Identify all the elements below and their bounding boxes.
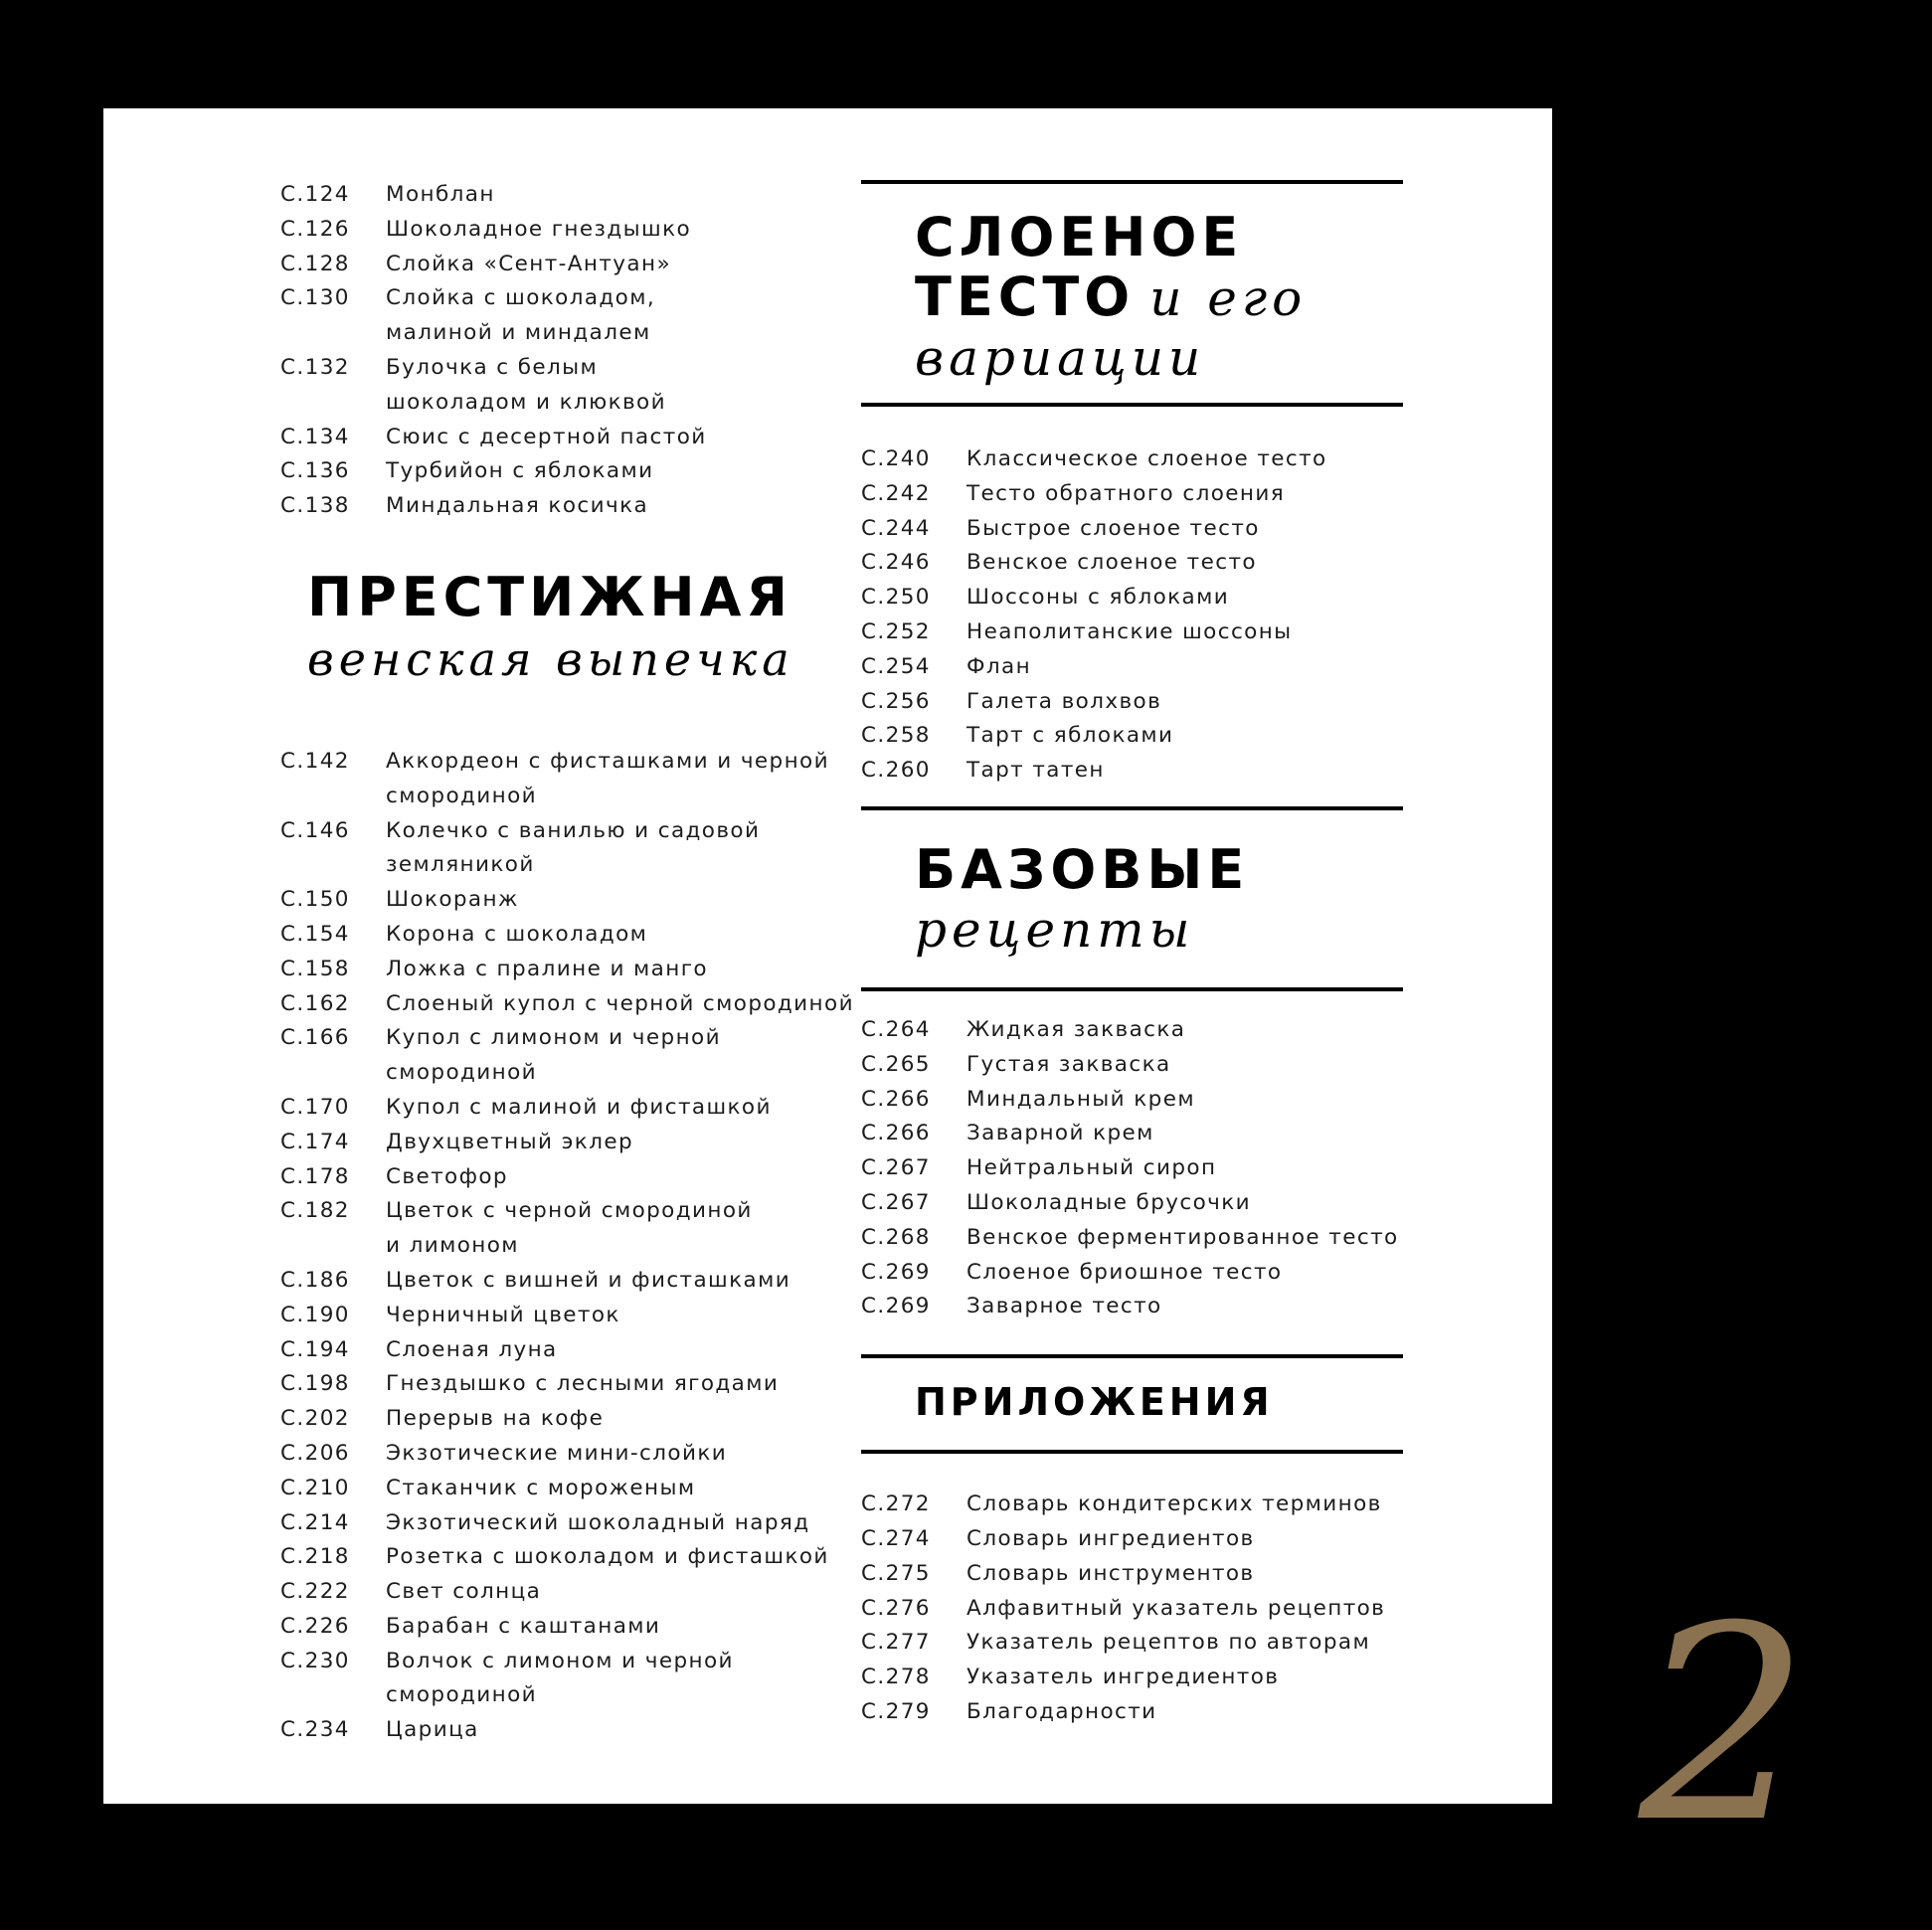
toc-entry-title xyxy=(966,442,1403,477)
toc-page-number: С.124 xyxy=(280,182,350,207)
toc-entry-title-line: Благодарности xyxy=(966,1698,1157,1724)
divider-rule xyxy=(861,403,1403,407)
toc-entry xyxy=(861,1695,1403,1730)
toc-entry xyxy=(280,987,877,1022)
toc-entry-title xyxy=(386,1540,877,1575)
toc-entry xyxy=(861,685,1403,720)
toc-entry-title-line: Купол с малиной и фисташкой xyxy=(386,1094,772,1120)
toc-page-number: С.166 xyxy=(280,1025,350,1051)
toc-page-number: С.128 xyxy=(280,251,350,276)
toc-page-number: С.202 xyxy=(280,1406,350,1432)
toc-entry-title xyxy=(386,1645,877,1714)
toc-entry-title-line: Барабан с каштанами xyxy=(386,1613,661,1639)
toc-entry xyxy=(280,953,877,987)
toc-entry-title-line: Жидкая закваска xyxy=(966,1016,1186,1042)
toc-page-number: С.222 xyxy=(280,1579,350,1605)
toc-entry-title xyxy=(386,1091,877,1126)
toc-entry xyxy=(861,1186,1403,1221)
toc-entry-title xyxy=(386,987,877,1022)
toc-entry-title xyxy=(966,1221,1403,1256)
toc-entry-title xyxy=(966,512,1403,547)
toc-page-number: С.264 xyxy=(861,1016,931,1042)
section-heading-appendix xyxy=(861,1358,1403,1450)
toc-entry-title xyxy=(966,1592,1403,1627)
toc-page-number: С.170 xyxy=(280,1094,350,1120)
toc-page-number: С.265 xyxy=(861,1051,931,1077)
toc-entry-title-line: Шоколадные брусочки xyxy=(966,1189,1252,1215)
toc-page-number: С.275 xyxy=(861,1560,931,1586)
toc-entry xyxy=(280,1299,877,1333)
toc-entry xyxy=(280,1126,877,1160)
section-title-bold: БАЗОВЫЕ xyxy=(915,837,1250,901)
toc-entry-title xyxy=(386,1610,877,1645)
divider-rule xyxy=(861,987,1403,991)
section-title-bold: ПРЕСТИЖНАЯ xyxy=(307,565,792,628)
toc-entry xyxy=(861,1117,1403,1151)
toc-list xyxy=(861,1013,1403,1324)
toc-entry-title-line: Свет солнца xyxy=(386,1579,542,1605)
toc-entry-title-line: Слойка «Сент-Антуан» xyxy=(386,251,672,276)
toc-entry-title xyxy=(966,1290,1403,1324)
divider-rule xyxy=(861,1450,1403,1454)
toc-entry-title-line: Купол с лимоном и черной xyxy=(386,1025,721,1051)
toc-page-number: С.246 xyxy=(861,550,931,576)
toc-entry-title-line: смородиной xyxy=(386,1682,538,1708)
toc-entry-title xyxy=(966,546,1403,581)
toc-entry-title xyxy=(386,454,877,489)
toc-entry xyxy=(861,1151,1403,1186)
toc-entry-title-line: смородиной xyxy=(386,1060,538,1086)
toc-entry xyxy=(280,1645,877,1714)
section-title-bold: СЛОЕНОЕ xyxy=(915,206,1244,268)
toc-entry-title-line: Шоссоны с яблоками xyxy=(966,585,1230,611)
toc-entry-title-line: Миндальный крем xyxy=(966,1086,1195,1112)
toc-entry xyxy=(280,178,877,213)
toc-entry xyxy=(280,248,877,282)
toc-entry-title xyxy=(386,421,877,455)
toc-entry-title-line: Алфавитный указатель рецептов xyxy=(966,1595,1386,1621)
section-title-italic: венская выпечка xyxy=(307,631,794,686)
toc-entry xyxy=(280,1402,877,1437)
toc-entry-title-line: Экзотические мини-слойки xyxy=(386,1440,728,1466)
toc-entry xyxy=(861,1290,1403,1324)
toc-entry xyxy=(861,615,1403,650)
toc-page-number: С.276 xyxy=(861,1595,931,1621)
toc-entry-title xyxy=(386,918,877,953)
toc-entry-title xyxy=(966,1522,1403,1557)
toc-entry-title-line: Тарт татен xyxy=(966,758,1105,784)
toc-entry-title xyxy=(386,1126,877,1160)
toc-page-number: С.258 xyxy=(861,723,931,749)
toc-entry-title xyxy=(386,178,877,213)
toc-page-number: С.254 xyxy=(861,653,931,679)
toc-entry xyxy=(861,1661,1403,1695)
toc-entry-title-line: Классическое слоеное тесто xyxy=(966,446,1327,471)
toc-entry-title-line: Черничный цветок xyxy=(386,1302,620,1327)
toc-entry-title-line: Указатель ингредиентов xyxy=(966,1665,1280,1690)
toc-entry-title xyxy=(386,1299,877,1333)
toc-entry-title-line: Цветок с вишней и фисташками xyxy=(386,1267,791,1293)
toc-entry xyxy=(861,512,1403,547)
toc-entry-title xyxy=(966,1661,1403,1695)
toc-entry-title-line: Тесто обратного слоения xyxy=(966,480,1286,506)
toc-page-number: С.234 xyxy=(280,1717,350,1743)
toc-page-number: С.158 xyxy=(280,956,350,981)
toc-entry xyxy=(861,1557,1403,1592)
toc-entry xyxy=(280,745,877,814)
toc-page-number: С.132 xyxy=(280,354,350,380)
toc-entry xyxy=(280,1575,877,1610)
toc-page-number: С.260 xyxy=(861,758,931,784)
toc-entry-title xyxy=(386,1194,877,1264)
toc-entry xyxy=(280,213,877,248)
toc-page-number: С.226 xyxy=(280,1613,350,1639)
toc-entry xyxy=(280,1610,877,1645)
toc-entry-title xyxy=(966,1117,1403,1151)
toc-entry-title xyxy=(966,1626,1403,1661)
toc-page-number: С.136 xyxy=(280,458,350,484)
section-heading-base-recipes xyxy=(861,810,1403,987)
toc-entry-title xyxy=(966,719,1403,754)
toc-entry xyxy=(280,1367,877,1402)
toc-entry-title-line: Цветок с черной смородиной xyxy=(386,1198,753,1224)
section-title-line xyxy=(915,267,1403,328)
toc-entry xyxy=(280,1437,877,1472)
toc-entry-title xyxy=(966,1048,1403,1083)
toc-entry xyxy=(861,546,1403,581)
toc-page-number: С.126 xyxy=(280,216,350,242)
toc-entry-title xyxy=(386,1713,877,1748)
toc-entry xyxy=(280,489,877,524)
toc-entry xyxy=(861,754,1403,789)
toc-entry-title xyxy=(386,1333,877,1368)
toc-page-number: С.194 xyxy=(280,1336,350,1362)
section-title-bold: ТЕСТО xyxy=(915,265,1136,328)
toc-entry xyxy=(861,1488,1403,1522)
toc-entry-title-line: Булочка с белым xyxy=(386,354,599,380)
toc-entry-title xyxy=(386,281,877,351)
toc-list xyxy=(280,745,877,1748)
toc-entry-title-line: Стаканчик с мороженым xyxy=(386,1475,696,1500)
left-column xyxy=(280,178,877,1748)
toc-page-number: С.242 xyxy=(861,480,931,506)
toc-page-number: С.182 xyxy=(280,1198,350,1224)
toc-entry-title-line: Сюис с десертной пастой xyxy=(386,424,707,449)
toc-entry-title-line: Светофор xyxy=(386,1163,508,1189)
toc-entry-title-line: и лимоном xyxy=(386,1233,519,1259)
toc-entry-title-line: Волчок с лимоном и черной xyxy=(386,1648,734,1673)
toc-entry-title-line: Шоколадное гнездышко xyxy=(386,216,692,242)
toc-page-number: С.190 xyxy=(280,1302,350,1327)
toc-entry-title-line: Словарь кондитерских терминов xyxy=(966,1491,1382,1517)
toc-entry-title-line: Заварное тесто xyxy=(966,1294,1162,1319)
toc-page-number: С.178 xyxy=(280,1163,350,1189)
section-heading-prestige xyxy=(280,565,877,689)
toc-page-number: С.252 xyxy=(861,618,931,644)
right-column xyxy=(861,180,1403,1730)
toc-entry-title xyxy=(966,1557,1403,1592)
toc-page-number: С.267 xyxy=(861,1189,931,1215)
toc-entry xyxy=(280,1264,877,1299)
toc-entry-title-line: Шокоранж xyxy=(386,887,519,913)
toc-page-number: С.154 xyxy=(280,921,350,947)
toc-entry xyxy=(861,1592,1403,1627)
toc-page-number: С.142 xyxy=(280,748,350,774)
toc-entry-title-line: Заварной крем xyxy=(966,1121,1154,1146)
toc-list xyxy=(280,178,877,524)
toc-list xyxy=(861,1488,1403,1730)
toc-page-number: С.218 xyxy=(280,1544,350,1570)
toc-entry xyxy=(280,1021,877,1091)
toc-entry xyxy=(280,1506,877,1541)
toc-page xyxy=(103,108,1552,1804)
toc-page-number: С.186 xyxy=(280,1267,350,1293)
toc-entry-title xyxy=(966,1151,1403,1186)
toc-entry-title-line: Густая закваска xyxy=(966,1051,1171,1077)
toc-entry-title-line: Розетка с шоколадом и фисташкой xyxy=(386,1544,829,1570)
toc-entry xyxy=(280,814,877,884)
section-title-italic: и его xyxy=(1149,269,1308,327)
toc-page-number: С.230 xyxy=(280,1648,350,1673)
toc-entry xyxy=(861,1048,1403,1083)
toc-entry-title-line: Флан xyxy=(966,653,1032,679)
toc-entry-title-line: Экзотический шоколадный наряд xyxy=(386,1509,810,1535)
toc-entry-title xyxy=(966,685,1403,720)
toc-entry-title-line: Словарь ингредиентов xyxy=(966,1525,1255,1551)
toc-entry-title xyxy=(386,1367,877,1402)
toc-entry-title-line: Нейтральный сироп xyxy=(966,1155,1217,1181)
toc-entry-title xyxy=(386,213,877,248)
section-title-italic: вариации xyxy=(915,329,1206,387)
toc-entry xyxy=(280,454,877,489)
toc-entry-title-line: Миндальная косичка xyxy=(386,493,649,519)
toc-page-number: С.146 xyxy=(280,817,350,843)
toc-entry-title xyxy=(386,351,877,421)
toc-entry-title-line: смородиной xyxy=(386,783,538,808)
toc-entry-title-line: Перерыв на кофе xyxy=(386,1406,605,1432)
toc-entry-title-line: Тарт с яблоками xyxy=(966,723,1174,749)
toc-entry-title xyxy=(386,1021,877,1091)
toc-entry-title-line: Слоеная луна xyxy=(386,1336,558,1362)
toc-entry-title xyxy=(966,1013,1403,1048)
toc-entry-title-line: Гнездышко с лесными ягодами xyxy=(386,1371,780,1397)
toc-entry-title-line: Слойка с шоколадом, xyxy=(386,285,656,311)
toc-entry-title-line: Аккордеон с фисташками и черной xyxy=(386,748,829,774)
toc-page-number: С.274 xyxy=(861,1525,931,1551)
toc-entry-title xyxy=(386,1472,877,1506)
toc-entry xyxy=(280,281,877,351)
toc-entry xyxy=(280,883,877,918)
toc-entry-title-line: Венское слоеное тесто xyxy=(966,550,1257,576)
chapter-number: 2 xyxy=(1639,1568,1810,1881)
toc-page-number: С.266 xyxy=(861,1086,931,1112)
toc-entry xyxy=(280,421,877,455)
toc-entry xyxy=(280,351,877,421)
toc-entry xyxy=(280,1472,877,1506)
toc-page-number: С.244 xyxy=(861,515,931,541)
toc-page-number: С.279 xyxy=(861,1698,931,1724)
toc-page-number: С.267 xyxy=(861,1155,931,1181)
toc-entry-title-line: Двухцветный эклер xyxy=(386,1129,634,1154)
toc-entry xyxy=(280,1194,877,1264)
toc-entry xyxy=(861,581,1403,615)
toc-entry-title-line: Монблан xyxy=(386,182,495,207)
toc-page-number: С.206 xyxy=(280,1440,350,1466)
toc-entry-title xyxy=(386,814,877,884)
toc-entry-title-line: земляникой xyxy=(386,852,535,878)
toc-entry xyxy=(861,719,1403,754)
toc-entry xyxy=(861,1083,1403,1118)
toc-page-number: С.268 xyxy=(861,1224,931,1250)
toc-entry-title xyxy=(966,1083,1403,1118)
toc-entry xyxy=(861,477,1403,512)
toc-page-number: С.269 xyxy=(861,1259,931,1285)
toc-entry-title xyxy=(386,248,877,282)
toc-entry-title xyxy=(966,1186,1403,1221)
toc-entry-title xyxy=(386,953,877,987)
toc-entry xyxy=(861,1626,1403,1661)
toc-entry-title-line: Царица xyxy=(386,1717,479,1743)
toc-entry-title-line: Галета волхвов xyxy=(966,688,1162,714)
toc-entry-title xyxy=(966,1256,1403,1291)
toc-entry-title-line: Неаполитанские шоссоны xyxy=(966,618,1293,644)
toc-entry-title-line: Словарь инструментов xyxy=(966,1560,1255,1586)
section-title-italic: рецепты xyxy=(915,900,1195,959)
toc-entry xyxy=(280,1160,877,1195)
toc-entry-title-line: Указатель рецептов по авторам xyxy=(966,1630,1371,1656)
toc-entry xyxy=(861,1256,1403,1291)
toc-entry-title xyxy=(386,1160,877,1195)
toc-entry xyxy=(280,1333,877,1368)
toc-entry-title-line: малиной и миндалем xyxy=(386,320,651,346)
toc-entry-title-line: Турбийон с яблоками xyxy=(386,458,654,484)
toc-entry xyxy=(280,918,877,953)
toc-page-number: С.174 xyxy=(280,1129,350,1154)
toc-entry-title xyxy=(966,477,1403,512)
toc-page-number: С.277 xyxy=(861,1630,931,1656)
toc-entry-title xyxy=(386,1506,877,1541)
toc-entry-title xyxy=(386,489,877,524)
toc-entry xyxy=(280,1713,877,1748)
toc-entry xyxy=(280,1540,877,1575)
toc-entry xyxy=(861,442,1403,477)
toc-entry-title-line: Венское ферментированное тесто xyxy=(966,1224,1399,1250)
toc-entry-title-line: Быстрое слоеное тесто xyxy=(966,515,1260,541)
toc-entry-title-line: Слоеное бриошное тесто xyxy=(966,1259,1283,1285)
toc-entry-title xyxy=(966,615,1403,650)
section-heading-puff-pastry xyxy=(861,184,1403,403)
toc-page-number: С.138 xyxy=(280,493,350,519)
toc-page-number: С.250 xyxy=(861,585,931,611)
toc-entry-title-line: Корона с шоколадом xyxy=(386,921,648,947)
toc-entry-title xyxy=(386,1437,877,1472)
toc-page-number: С.278 xyxy=(861,1665,931,1690)
toc-entry xyxy=(861,1522,1403,1557)
toc-entry-title xyxy=(386,745,877,814)
toc-entry-title xyxy=(966,1695,1403,1730)
toc-page-number: С.162 xyxy=(280,990,350,1016)
toc-entry-title xyxy=(966,1488,1403,1522)
toc-entry-title xyxy=(386,1402,877,1437)
toc-page-number: С.272 xyxy=(861,1491,931,1517)
toc-entry-title-line: Колечко с ванилью и садовой xyxy=(386,817,761,843)
toc-page-number: С.240 xyxy=(861,446,931,471)
toc-entry-title-line: шоколадом и клюквой xyxy=(386,389,666,415)
section-title-bold: ПРИЛОЖЕНИЯ xyxy=(915,1380,1274,1425)
toc-entry-title xyxy=(966,581,1403,615)
toc-page-number: С.256 xyxy=(861,688,931,714)
toc-entry xyxy=(861,1221,1403,1256)
toc-page-number: С.214 xyxy=(280,1509,350,1535)
toc-entry xyxy=(280,1091,877,1126)
toc-entry-title xyxy=(386,1264,877,1299)
toc-entry xyxy=(861,1013,1403,1048)
toc-entry-title-line: Слоеный купол с черной смородиной xyxy=(386,990,854,1016)
toc-list xyxy=(861,442,1403,789)
toc-entry-title-line: Ложка с пралине и манго xyxy=(386,956,708,981)
toc-page-number: С.198 xyxy=(280,1371,350,1397)
toc-entry-title xyxy=(386,883,877,918)
toc-page-number: С.134 xyxy=(280,424,350,449)
toc-page-number: С.150 xyxy=(280,887,350,913)
toc-entry xyxy=(861,650,1403,685)
toc-page-number: С.266 xyxy=(861,1121,931,1146)
toc-page-number: С.130 xyxy=(280,285,350,311)
toc-page-number: С.210 xyxy=(280,1475,350,1500)
toc-entry-title xyxy=(966,650,1403,685)
toc-entry-title xyxy=(386,1575,877,1610)
toc-page-number: С.269 xyxy=(861,1294,931,1319)
toc-entry-title xyxy=(966,754,1403,789)
